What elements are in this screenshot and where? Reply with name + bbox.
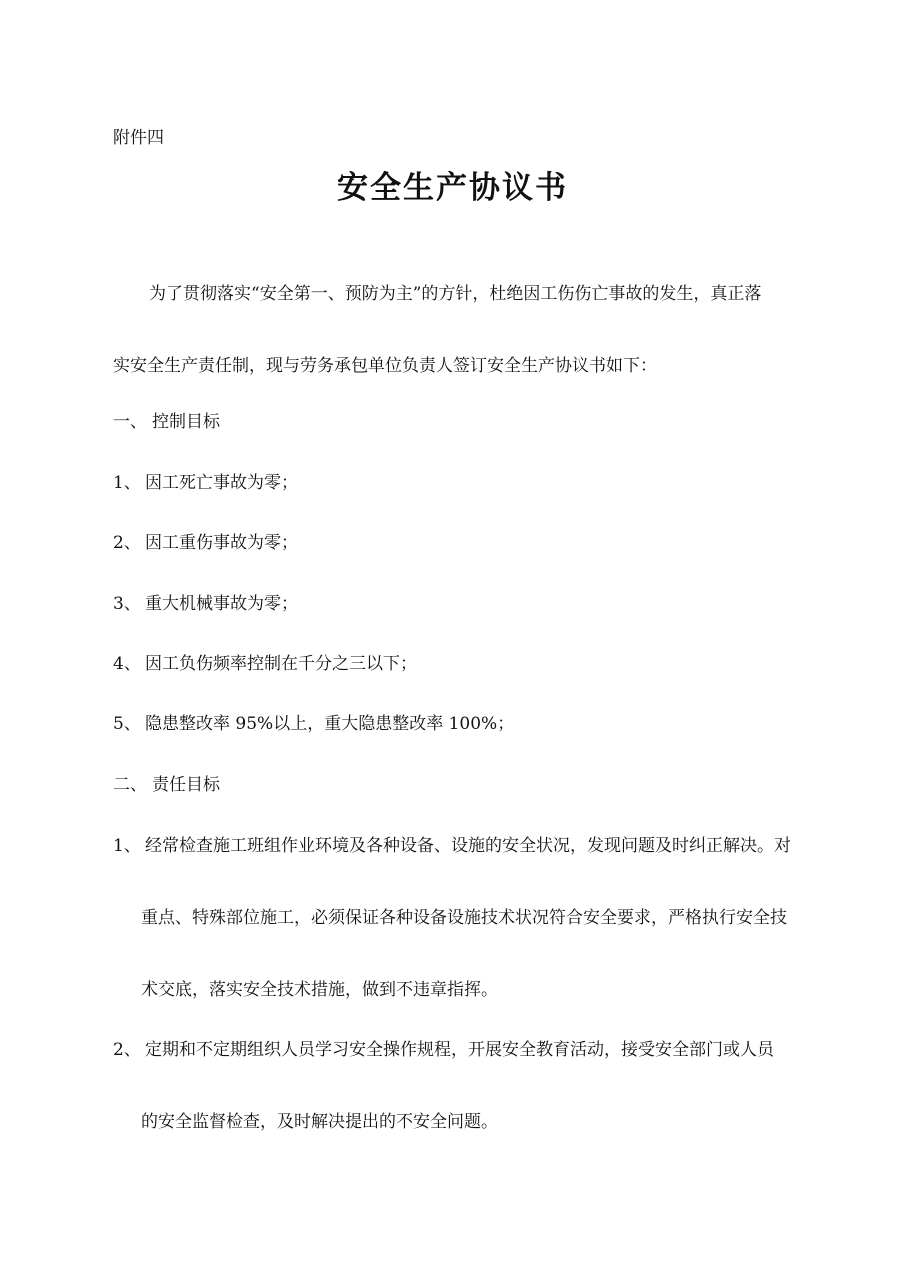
list-item-number: 1、 [113,473,141,493]
list-item-text: 重大机械事故为零； [145,594,298,614]
list-item-number: 1、 [113,836,141,856]
list-item-text: 定期和不定期组织人员学习安全操作规程，开展安全教育活动，接受安全部门或人员 [145,1040,774,1060]
section-1-heading: 控制目标 [152,412,220,432]
list-item-text: 术交底，落实安全技术措施，做到不违章指挥。 [141,980,498,1000]
section-2-heading: 责任目标 [152,775,220,795]
list-item-number: 2、 [113,533,141,553]
list-item-text: 因工负伤频率控制在千分之三以下； [145,654,417,674]
attachment-label: 附件四 [113,128,164,148]
intro-line-1: 为了贯彻落实“安全第一、预防为主”的方针，杜绝因工伤伤亡事故的发生，真正落 [149,284,762,304]
intro-line-2: 实安全生产责任制，现与劳务承包单位负责人签订安全生产协议书如下： [113,356,657,376]
list-item-number: 3、 [113,594,141,614]
list-item-text: 隐患整改率 95%以上，重大隐患整改率 100%； [145,714,515,734]
list-item-number: 5、 [113,714,141,734]
list-item-text: 因工死亡事故为零； [145,473,298,493]
list-item-text: 的安全监督检查，及时解决提出的不安全问题。 [141,1112,498,1132]
list-item-number: 4、 [113,654,141,674]
section-2-number: 二、 [113,775,147,795]
document-title: 安全生产协议书 [337,170,568,206]
list-item-text: 重点、特殊部位施工，必须保证各种设备设施技术状况符合安全要求，严格执行安全技 [141,908,787,928]
section-1-number: 一、 [113,412,147,432]
list-item-text: 因工重伤事故为零； [145,533,298,553]
list-item-number: 2、 [113,1040,141,1060]
list-item-text: 经常检查施工班组作业环境及各种设备、设施的安全状况，发现问题及时纠正解决。对 [145,836,791,856]
